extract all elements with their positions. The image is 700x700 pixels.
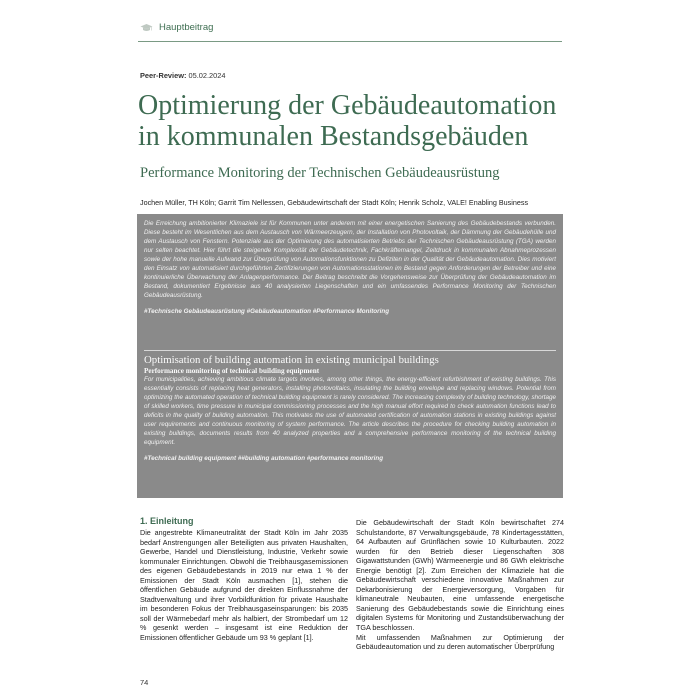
peer-review-label: Peer-Review: — [140, 71, 187, 80]
abstract-english-subtitle: Performance monitoring of technical building equipment — [144, 367, 320, 375]
article-title — [138, 90, 568, 152]
abstract-english-tags: #Technical building equipment ##building automation #performance monitoring — [144, 454, 384, 462]
abstract-german — [137, 214, 563, 346]
abstract-german-tags: #Technische Gebäudeausrüstung #Gebäudeautomation #Performance Monitoring — [144, 307, 390, 315]
body-paragraph: Die angestrebte Klimaneutralität der Stadt Köln im Jahr 2035 bedarf Anstrengungen aller Beteiligten aus privaten Haushalten, Gewerbe, Handel und Dienstleistung, Industrie, Verkehr sowie kommunaler Einrichtungen. Obwohl die Treibhausgasemissionen des eigenen Gebäudebestands in 2019 nur etwa 1 % der Emissionen der Stadt Köln ausmachen [1], stehen die öffentlichen Gebäude aufgrund der direkten Einflussnahme der Stadtverwaltung und ihrer Vorbildfunktion für private Haushalte im besonderen Fokus der Treibhausgaseinsparungen: bis 2035 soll der Wärmebedarf mehr als halbiert, der Strombedarf um 12 % gesenkt werden – insgesamt ist eine Reduktion der Emissionen öffentlicher Gebäude um 93 % geplant [1]. — [140, 528, 348, 643]
section-heading-introduction: 1. Einleitung — [140, 516, 194, 526]
article-title-line-2: in kommunalen Bestandsgebäuden — [138, 121, 529, 152]
body-paragraph: Mit umfassenden Maßnahmen zur Optimierung der Gebäudeautomation und zu deren automatischer Überprüfung — [356, 632, 564, 652]
abstract-english-text: For municipalities, achieving ambitious climate targets involves, among other things, the energy-efficient refurbishment of existing buildings. This essentially consists of replacing heat generators, installing photovoltaics, insulating the building envelope and replacing windows. Potential from optimizing the automated operation of technical building equipment is rarely considered. The increasing complexity of building technology, shortage of skilled workers, time pressure in municipal commissioning processes and the high manual effort required to check automation functions lead to deficits in the quality of building automation. This motivates the use of automated certification of automation stations in existing buildings against user requirements and continuous monitoring of system performance. The article describes the procedure for checking building automation in existing buildings, documents results from 40 analyzed properties and a comprehensive performance monitoring of the technical building equipment. — [144, 376, 556, 446]
section-tag — [140, 22, 213, 33]
article-subtitle: Performance Monitoring der Technischen Gebäudeausrüstung — [140, 165, 500, 181]
abstract-english — [137, 346, 563, 498]
peer-review-line — [140, 71, 225, 80]
header-divider — [138, 41, 562, 42]
article-title-line-1: Optimierung der Gebäudeautomation — [138, 90, 557, 121]
graduation-cap-icon — [140, 23, 153, 33]
abstract-german-text: Die Erreichung ambitionierter Klimaziele ist für Kommunen unter anderem mit einer energetischen Sanierung des Gebäudebestands verbunden. Diese besteht im Wesentlichen aus dem Austausch von Wärmeerzeugern, der Installation von Photovoltaik, der Dämmung der Gebäudehülle und dem Austausch von Fenstern. Potenziale aus der Optimierung des automatisierten Betriebs der Technischen Gebäudeausrüstung (TGA) werden nur selten beachtet. Hier führt die steigende Komplexität der Gebäudetechnik, Fachkräftemangel, Zeitdruck in kommunalen Abnahmeprozessen sowie der hohe manuelle Aufwand zur Überprüfung von Automationsfunktionen zu Defiziten in der Qualität der Gebäudeautomation. Dies motiviert den Einsatz von automatisiert durchgeführten Zertifizierungen von Automationsstationen im Bestand gegen Anforderungen der Betreiber und eine kontinuierliche Überwachung der Anlagenperformance. Der Beitrag beschreibt die Vorgehensweise zur Überprüfung der Gebäudeautomation im Bestand, dokumentiert Ergebnisse aus 40 analysierten Liegenschaften und ein umfassendes Performance Monitoring der Technischen Gebäudeausrüstung. — [144, 220, 556, 299]
body-paragraph: Die Gebäudewirtschaft der Stadt Köln bewirtschaftet 274 Schulstandorte, 87 Verwaltungsgebäude, 78 Kindertagesstätten, 64 Aufbauten auf Grünflächen sowie 10 Kulturbauten. 2022 wurden für den Betrieb dieser Liegenschaften 308 Gigawattstunden (GWh) Wärmeenergie und 86 GWh elektrische Energie benötigt [2]. Zum Erreichen der Klimaziele hat die Gebäudewirtschaft verschiedene innovative Maßnahmen zur Dekarbonisierung der Energieversorgung, Vorgaben für klimaneutrale Neubauten, eine umfassende energetische Sanierung des Gebäudebestands sowie die Einrichtung eines digitalen Systems für Monitoring und Zustandsüberwachung der TGA beschlossen. — [356, 518, 564, 633]
page-number: 74 — [140, 678, 149, 687]
abstract-english-divider — [144, 350, 556, 351]
section-label: Hauptbeitrag — [159, 22, 214, 33]
peer-review-date: 05.02.2024 — [188, 71, 226, 80]
body-column-right — [356, 518, 564, 652]
authors-line: Jochen Müller, TH Köln; Garrit Tim Nellessen, Gebäudewirtschaft der Stadt Köln; Henrik Scholz, VALE! Enabling Business — [140, 198, 529, 207]
body-column-left — [140, 516, 348, 643]
abstract-english-title: Optimisation of building automation in existing municipal buildings — [144, 354, 439, 366]
